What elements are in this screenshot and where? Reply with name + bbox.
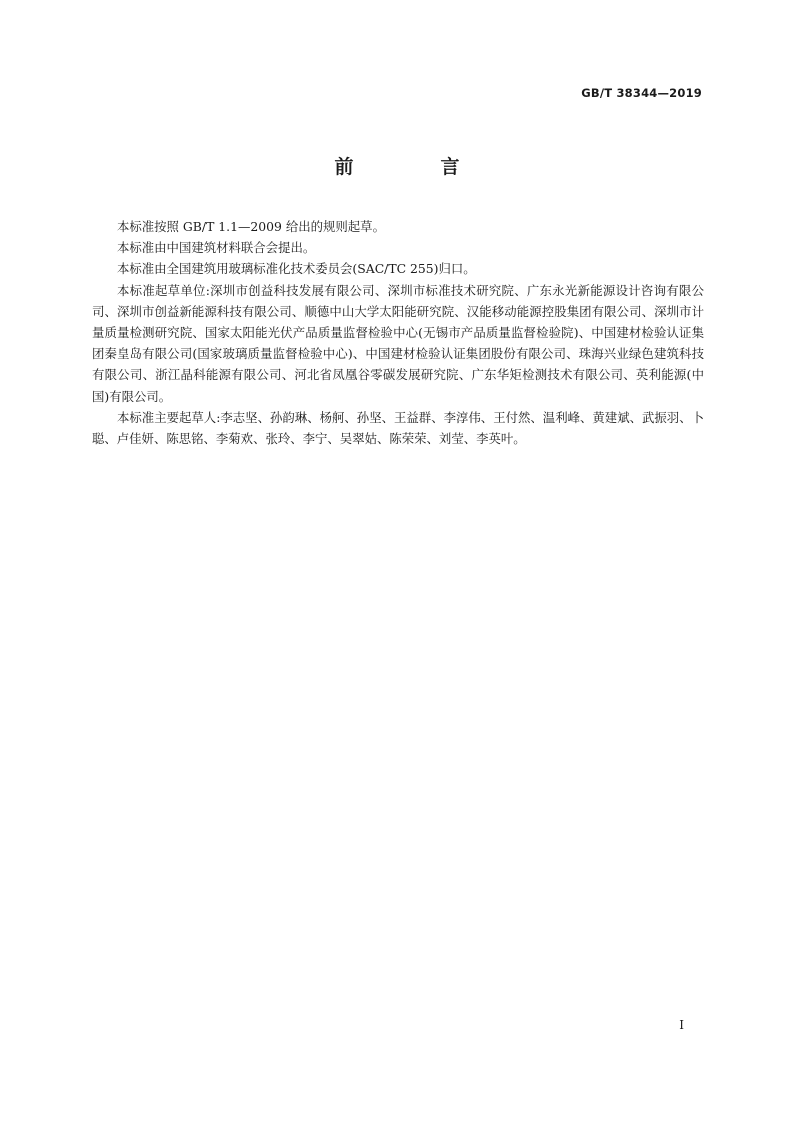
paragraph-drafting-units: 本标准起草单位:深圳市创益科技发展有限公司、深圳市标准技术研究院、广东永光新能源设计咨询有限公司、深圳市创益新能源科技有限公司、顺德中山大学太阳能研究院、汉能移动能源控股集团有限公司、深圳市计量质量检测研究院、国家太阳能光伏产品质量监督检验中心(无锡市产品质量监督检验院)、中国建材检验认证集团秦皇岛有限公司(国家玻璃质量监督检验中心)、中国建材检验认证集团股份有限公司、珠海兴业绿色建筑科技有限公司、浙江晶科能源有限公司、河北省凤凰谷零碳发展研究院、广东华矩检测技术有限公司、英利能源(中国)有限公司。 (92, 282, 704, 404)
paragraph-drafters: 本标准主要起草人:李志坚、孙韵琳、杨舸、孙坚、王益群、李淳伟、王付然、温利峰、黄建斌、武振羽、卜聪、卢佳妍、陈思铭、李菊欢、张玲、李宁、吴翠姑、陈荣荣、刘莹、李英叶。 (92, 409, 704, 447)
page-title: 前 言 (334, 156, 494, 178)
paragraph-drafting-rules: 本标准按照 GB/T 1.1—2009 给出的规则起草。 (117, 219, 385, 234)
standard-code: GB/T 38344—2019 (581, 86, 702, 100)
foreword-body (92, 216, 704, 449)
page-number: I (679, 1018, 684, 1032)
paragraph-technical-committee: 本标准由全国建筑用玻璃标准化技术委员会(SAC/TC 255)归口。 (117, 261, 476, 277)
paragraph-proposer: 本标准由中国建筑材料联合会提出。 (117, 240, 316, 256)
